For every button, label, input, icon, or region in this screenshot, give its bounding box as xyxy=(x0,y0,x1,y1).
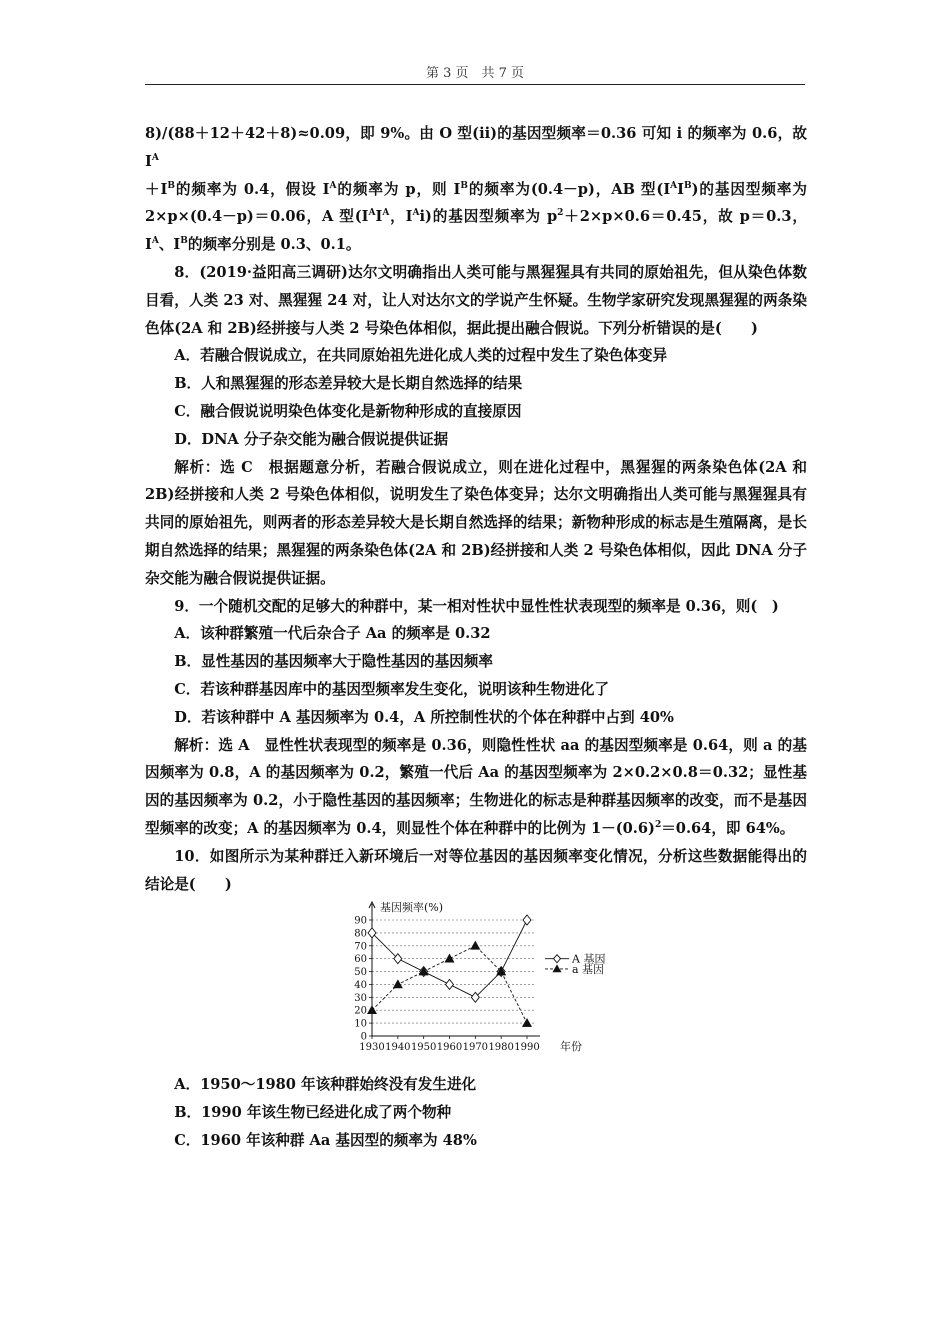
question-9-option-d: D．若该种群中 A 基因频率为 0.4，A 所控制性状的个体在种群中占到 40% xyxy=(174,708,674,726)
question-9-analysis: 解析：选 A 显性性状表现型的频率是 0.36，则隐性性状 aa 的基因型频率是 0.64，则 a 的基因频率为 0.8，A 的基因频率为 0.2，繁殖一代后 Aa 的基因型频率为 2×0.2×0.8＝0.32；显性基因的基因频率为 0.2，小于隐性基因的基因频率；生物进化的标志是种群基因频率的改变，而不是基因型频率的改变；A 的基因频率为 0.4，则显性个体在种群中的比例为 $1-(0.6)^2=0.64$，即 64%。 xyxy=(145,736,807,837)
y-tick-label: 80 xyxy=(354,928,367,940)
question-8-analysis: 解析：选 C 根据题意分析，若融合假说成立，则在进化过程中，黑猩猩的两条染色体(2A 和 2B)经拼接和人类 2 号染色体相似，说明发生了染色体变异；达尔文明确指出人类可能与黑猩猩具有共同的原始祖先，则两者的形态差异较大是长期自然选择的结果；新物种形成的标志是生殖隔离，是长期自然选择的结果；黑猩猩的两条染色体(2A 和 2B)经拼接和人类 2 号染色体相似，因此 DNA 分子杂交能为融合假说提供证据。 xyxy=(145,458,807,587)
question-8-option-d: D．DNA 分子杂交能为融合假说提供证据 xyxy=(174,430,449,448)
y-tick-label: 30 xyxy=(354,993,367,1005)
y-tick-label: 0 xyxy=(360,1031,367,1043)
series-b-point xyxy=(523,1019,532,1027)
series-a-point xyxy=(446,980,454,990)
series-b-point xyxy=(368,1006,377,1014)
x-tick-label: 1970 xyxy=(462,1042,489,1054)
gene-frequency-chart xyxy=(145,900,807,1065)
series-a-point xyxy=(368,928,376,938)
gene-frequency-chart-svg xyxy=(335,900,615,1065)
y-tick-label: 10 xyxy=(354,1018,367,1030)
y-tick-label: 60 xyxy=(354,954,367,966)
x-tick-label: 1940 xyxy=(385,1042,411,1054)
question-10-option-b: B．1990 年该生物已经进化成了两个物种 xyxy=(174,1104,452,1122)
x-tick-label: 1990 xyxy=(514,1042,540,1054)
legend-b-label: a 基因 xyxy=(572,963,605,977)
series-a-point xyxy=(523,915,531,925)
x-tick-label: 1930 xyxy=(359,1042,385,1054)
x-tick-label: 1980 xyxy=(488,1042,514,1054)
series-b-point xyxy=(471,942,480,950)
question-10-option-c: C．1960 年该种群 Aa 基因型的频率为 48% xyxy=(174,1131,477,1149)
y-tick-label: 90 xyxy=(354,915,367,927)
question-8-stem: 8．(2019·益阳高三调研)达尔文明确指出人类可能与黑猩猩具有共同的原始祖先，但从染色体数目看，人类 23 对、黑猩猩 24 对，让人对达尔文的学说产生怀疑。生物学家研究发现黑猩猩的两条染色体(2A 和 2B)经拼接与人类 2 号染色体相似，据此提出融合假说。下列分析错误的是( ) xyxy=(145,263,807,337)
series-a-point xyxy=(394,954,402,964)
analysis-label: 解析： xyxy=(174,458,221,476)
prev-answer-continuation: 8)/(88＋12＋42＋8)≈0.09，即 9%。由 O 型(ii)的基因型频率＝0.36 可知 i 的频率为 0.6，故 $I^A$ $+I^B$的频率为 0.4，假设 $I^A$的频率为 p，则 $I^B$的频率为(0.4－p)，AB 型$(I^AI^B)$的基因型频率为 2×p×(0.4－p)＝0.06，A 型($I^AI^A$，$I^Ai$)的基因型频率为 $p^2+2\times p\times 0.6=0.45$，故 p＝0.3，$I^A$、$I^B$的频率分别是 0.3、0.1。 xyxy=(145,125,808,254)
x-tick-label: 1950 xyxy=(410,1042,437,1054)
series-b-point xyxy=(445,954,454,962)
legend-a-label: A 基因 xyxy=(572,952,606,966)
question-9-option-c: C．若该种群基因库中的基因型频率发生变化，说明该种生物进化了 xyxy=(174,680,610,698)
question-9-option-a: A．该种群繁殖一代后杂合子 Aa 的频率是 0.32 xyxy=(174,625,491,643)
x-tick-label: 1960 xyxy=(436,1042,463,1054)
page-header xyxy=(145,62,805,81)
y-axis-title: 基因频率(%) xyxy=(380,901,444,915)
question-10-stem: 10．如图所示为某种群迁入新环境后一对等位基因的基因频率变化情况，分析这些数据能得出的结论是( ) xyxy=(145,847,807,893)
question-9-stem: 9．一个随机交配的足够大的种群中，某一相对性状中显性性状表现型的频率是 0.36，则( ) xyxy=(174,597,779,615)
y-tick-label: 40 xyxy=(354,980,367,992)
series-b-point xyxy=(393,980,402,988)
y-tick-label: 20 xyxy=(354,1006,367,1018)
legend-b-marker xyxy=(553,965,561,972)
x-axis-title: 年份 xyxy=(560,1040,582,1054)
y-tick-label: 50 xyxy=(354,967,367,979)
question-8-option-c: C．融合假说说明染色体变化是新物种形成的直接原因 xyxy=(174,402,522,420)
header-divider xyxy=(145,84,805,85)
question-8-option-b: B．人和黑猩猩的形态差异较大是长期自然选择的结果 xyxy=(174,375,523,393)
y-tick-label: 70 xyxy=(354,941,367,953)
question-8-option-a: A．若融合假说成立，在共同原始祖先进化成人类的过程中发生了染色体变异 xyxy=(174,347,668,365)
page-number-label: 第 3 页 共 7 页 xyxy=(425,66,525,81)
series-a-point xyxy=(471,993,479,1003)
question-10-option-a: A．1950～1980 年该种群始终没有发生进化 xyxy=(174,1076,477,1094)
legend-a-marker xyxy=(554,955,561,963)
question-9-option-b: B．显性基因的基因频率大于隐性基因的基因频率 xyxy=(174,653,493,671)
page-content xyxy=(145,120,807,1155)
analysis-label: 解析： xyxy=(174,736,219,754)
